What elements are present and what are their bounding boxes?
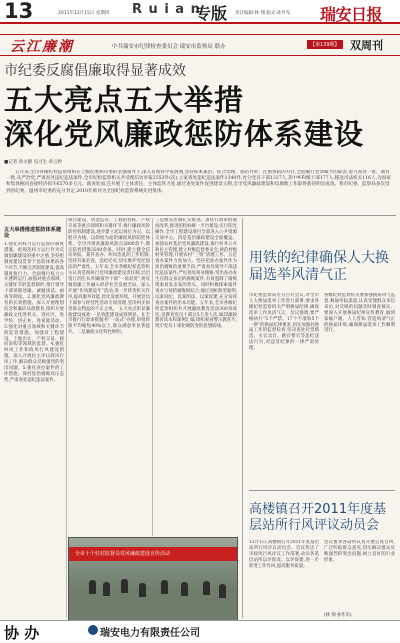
right-bottom-credit: (林 翔 孙作军) — [324, 613, 352, 618]
photo-person-figure — [103, 582, 110, 596]
col1-heading: 五大举措推进惩防体系建设 — [4, 227, 62, 240]
photo-person-figure — [161, 580, 168, 594]
right-top-body-right: 各级纪检监察机关要加强换届风气监督,畅通举报渠道,认真受理群众来信来访,对反映的问题及时调查核实。要深入开展换届纪律宣传教育,做到家喻户晓、人人皆知,营造风清气正的换届环境,确保换届选举工作顺利进行。 — [324, 293, 395, 334]
newspaper-logo: 瑞安日报 — [320, 5, 383, 24]
column-title: 云江廉潮 — [10, 39, 74, 55]
company-logo-icon — [88, 625, 98, 635]
article-headline-line-2: 深化党风廉政惩防体系建设 — [4, 117, 365, 151]
photo-person-figure — [139, 583, 146, 597]
col3-body-text: 三是源头治腐扎实推进。深化行政审批制度改革,推进招投标统一平台建设,实行阳光操作,全市工程建设项目全部进入公共资源交易中心。四是基层廉政建设全面覆盖。加强农村基层党风廉政建设,推行村务公开和民主管理,建立村级监督委员会,规范村级财务管理,开展农村“三资”清理工作。五是查办案件力度加大。坚持把查办案件作为惩治腐败的重要手段,严肃查处领导干部违纪违法案件,严厉惩处商业贿赂,突出查办发生在群众身边的腐败案件,有效遏制了腐败现象易发多发的势头。同时积极探索案件查办与预防腐败相结合,通过剖析典型案例,以案说纪、以案明法、以案促建,充分发挥查办案件的治本功能。五年来,全市各级纪检监察组织共开展廉政教育活动300余场次,受教育党员干部达5万余人次,编印廉政教育读本和案例汇编,组织观看警示教育片,筑牢党员干部拒腐防变的思想防线。 — [155, 218, 237, 330]
section-divider — [249, 490, 395, 491]
right-bottom-body-right: 会议要求各站所认真开展自查自纠,广泛听取群众意见,切实解决群众反映强烈的突出问题,树立良好的行业形象。 — [324, 540, 395, 563]
article-lead-paragraph: 五年来,全市各级纪检监察组织在上级纪委和市委的坚强领导下,深入贯彻科学发展观,坚持标本兼治、综合治理、惩防并举、注重预防的方针,全面履行党章赋予的职责,着力查处一批、教育一批,从严治党,严肃查处违纪违法案件,全市纪检监察机关共受理信访举报2553件(次),立案查处违纪违法案件1340件,处分党员干部1337人,其中乡科级干部177人,移送司法机关116人,为国家和集体挽回直接经济损失6570多万元。就查处面,还开展了主体责任、主体监管力度,通过查处案件促进建章立制,全市党风廉政建设和反腐败工作取得新的明显成效。我市纪委、监察局多次受到省纪委、温州市纪委的充分肯定,2010年被评为全国纪检监察系统先进集体。 — [6, 170, 391, 194]
right-bottom-headline: 高楼镇召开2011年度基层站所行风评议动员会 — [249, 502, 387, 533]
issue-date: 2011年12月15日 星期四 — [58, 11, 110, 16]
section-name-en: R u i a n — [132, 2, 201, 17]
article-byline: ■记者 孙文静 见习生 章云婷 — [4, 160, 63, 165]
section-divider — [4, 215, 396, 216]
editor-credits: 责任编辑:林 翔 版式:孙作军 — [235, 11, 291, 16]
article-headline-line-1: 五大亮点五大举措 — [4, 83, 245, 117]
edition-tag: 专版 — [195, 4, 228, 23]
column-divider — [152, 218, 153, 536]
co-organizer-company: 瑞安电力有限责任公司 — [100, 628, 200, 639]
footer-bar — [0, 620, 400, 642]
photo-person-figure — [203, 581, 210, 595]
photo-banner-text: 全市十个驻村监督员党风廉政建设宣传活动 — [75, 551, 171, 557]
page-number: 13 — [4, 0, 34, 23]
column-divider — [242, 218, 243, 618]
photo-person-figure — [219, 584, 226, 598]
column-frequency-label: 双周刊 — [350, 39, 383, 52]
column-issue-number: 【第139期】 — [307, 40, 343, 49]
right-top-body-left: 市纪委监察局近日召开会议,对全市人大换届选举工作进行部署,要求各级纪检监察机关严明换届纪律,确保选举工作风清气正。会议强调,要严格执行“5个严禁、17个不准和5个一律”的换届纪律要求,切实加强对换届工作的监督检查,坚决查处拉票贿选、买官卖官、跑官要官等违纪违法行为,对违反纪律的一律严肃处理。 — [249, 293, 319, 352]
col2-body-text: 项目建设、资金监管、工程招投标、产权交易等重点领域和关键环节,推行廉政风险防控机制建设,逐步建立起以岗位为点、以程序为线、以制度为面的廉政风险防控体系。全市共排查廉政风险点2800余个,制定防控措施3200余条。同时,建立健全信访举报、案件查办、纠风治乱的工作机制,坚持有案必查、违纪必究,切实维护党纪国法的严肃性。五年来,全市各级纪检监察机关认真贯彻执行党风廉政建设责任制,层层签订责任书,明确领导干部“一岗双责”,将反腐倡廉工作融入经济社会发展全局。深入开展“作风建设年”活动,进一步转变机关作风,提高服务效能,优化发展环境。开展党员干部参与经营性活动专项清理,坚决纠正损害群众利益的不正之风。 五大亮点彰显廉政建设成效 一是效能建设成效明显。在全市推行行政审批服务“一站式”办理,审批时限平均缩短40%以上,群众满意率显著提升。二是廉政文化特色鲜明。 — [68, 218, 150, 336]
col1-body-text: 1.强化对权力运行监督的制度措施。把规范权力运行作为反腐倡廉建设的重中之重,坚持把制度建设贯穿于惩防体系的各个环节,不断完善制度建设,提高制度执行力。全面推行权力公开透明运行,加强对重点领域、关键环节的监督制约,推行领导干部述职述廉、诫勉谈话、函询等制度。2.强化党风廉政教育的长效措施。深入开展理想信念和廉洁从政教育,组织开展廉政文化进机关、进社区、进学校、进企业、进家庭活动。3.强化对重点领域和关键环节的监管措施。加强对工程建设、土地出让、产权交易、政府采购等领域的监督。4.强化纠风工作和政风行风建设措施。深入开展民主评议政风行风工作,解决群众反映强烈的突出问题。5.强化查办案件的工作措施。保持惩治腐败高压态势,严肃查处违纪违法案件。 — [4, 242, 64, 383]
photo-person-figure — [121, 579, 128, 593]
right-bottom-body-left: 12月1日,高楼镇召开2011年度基层站所行风评议动员会。会议传达了市政风行风评议工作部署,动员各基层站所以评促改、以评促建,进一步转变工作作风,提高服务质量。 — [249, 540, 319, 569]
photo-person-figure — [181, 582, 188, 596]
news-photo — [68, 537, 238, 621]
column-divider — [66, 218, 67, 618]
right-top-headline: 用铁的纪律确保人大换届选举风清气正 — [249, 250, 389, 283]
column-sponsor: 中共瑞安市纪律检查委员会 瑞安市监察局 联办 — [112, 44, 226, 50]
co-organizer-label: 协 办 — [4, 624, 40, 642]
article-subheadline: 市纪委反腐倡廉取得显著成效 — [4, 63, 186, 79]
photo-person-figure — [89, 580, 96, 594]
